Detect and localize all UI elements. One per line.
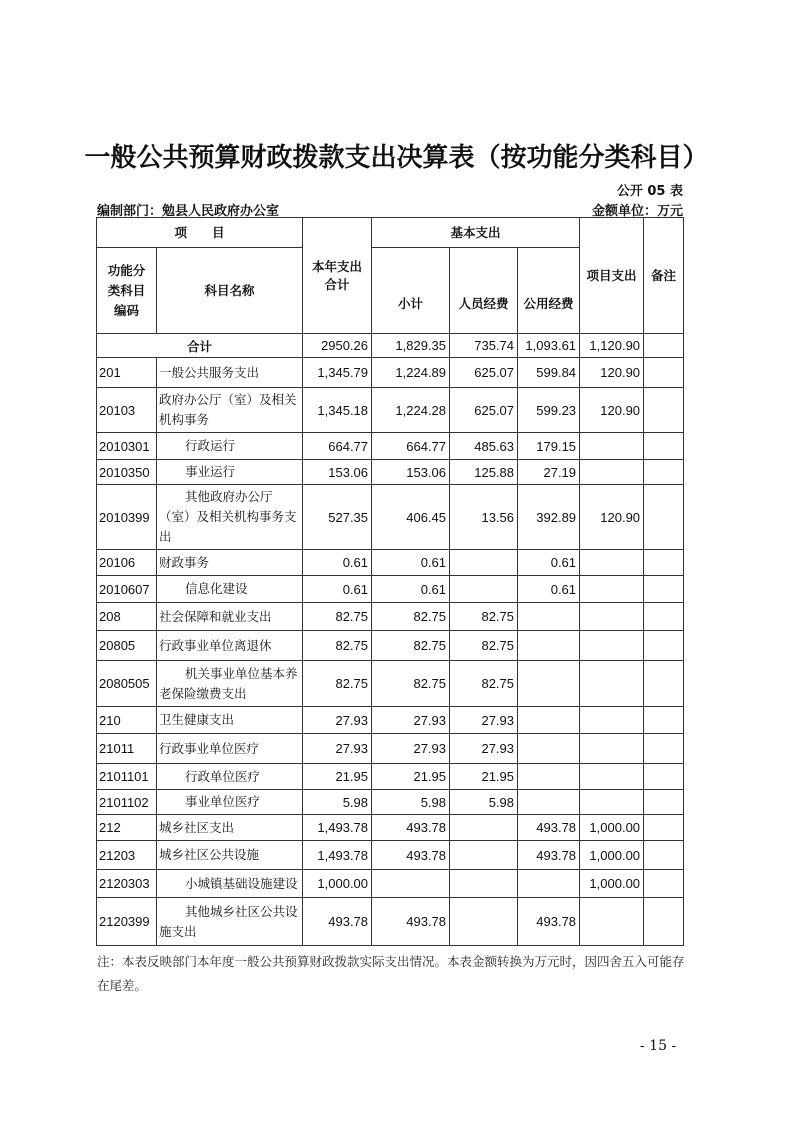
personnel-cell: 13.56: [450, 485, 518, 550]
total-cell: 0.61: [303, 550, 372, 576]
name-cell: 城乡社区公共设施: [157, 841, 303, 870]
project-cell: 120.90: [580, 388, 644, 433]
total-cell: 82.75: [303, 661, 372, 707]
public-cell: 493.78: [518, 841, 580, 870]
header-total: [303, 218, 372, 334]
public-cell: [518, 631, 580, 661]
header-project: 项目支出: [580, 218, 644, 334]
public-cell: [518, 734, 580, 764]
project-cell: [580, 603, 644, 631]
project-cell: [580, 790, 644, 815]
personnel-cell: 625.07: [450, 358, 518, 388]
personnel-cell: 125.88: [450, 460, 518, 485]
name-cell: 其他城乡社区公共设施支出: [157, 898, 303, 946]
personnel-cell: [450, 576, 518, 603]
total-cell: 82.75: [303, 631, 372, 661]
public-cell: [518, 707, 580, 734]
subtotal-cell: [372, 870, 450, 898]
name-cell: 机关事业单位基本养老保险缴费支出: [157, 661, 303, 707]
code-cell: 2101102: [97, 790, 157, 815]
table-number: 公开 05 表: [616, 184, 683, 199]
personnel-cell: 485.63: [450, 433, 518, 460]
total-cell: 1,493.78: [303, 815, 372, 841]
personnel-cell: 82.75: [450, 603, 518, 631]
header-code-text: 功能分类科目编码: [107, 262, 146, 318]
code-cell: 2101101: [97, 764, 157, 790]
code-cell: 212: [97, 815, 157, 841]
remark-cell: [644, 576, 684, 603]
remark-cell: [644, 388, 684, 433]
remark-cell: [644, 358, 684, 388]
subtotal-cell: 493.78: [372, 815, 450, 841]
personnel-cell: 21.95: [450, 764, 518, 790]
header-code: [97, 248, 157, 334]
total-label: 合计: [97, 334, 303, 358]
subtotal-cell: 153.06: [372, 460, 450, 485]
code-cell: 2120303: [97, 870, 157, 898]
subtotal-cell: 1,224.89: [372, 358, 450, 388]
subtotal-cell: 27.93: [372, 734, 450, 764]
project-cell: 1,000.00: [580, 870, 644, 898]
personnel-cell: 5.98: [450, 790, 518, 815]
name-cell: 行政运行: [157, 433, 303, 460]
total-cell: 493.78: [303, 898, 372, 946]
name-cell: 行政事业单位医疗: [157, 734, 303, 764]
subtotal-cell: 406.45: [372, 485, 450, 550]
footnote: 注：本表反映部门本年度一般公共预算财政拨款实际支出情况。本表金额转换为万元时，因四舍五入可能存在尾差。: [97, 954, 685, 993]
remark-cell: [644, 707, 684, 734]
header-total-line: 本年支出: [312, 258, 363, 274]
name-cell: 卫生健康支出: [157, 707, 303, 734]
code-cell: 20103: [97, 388, 157, 433]
remark-cell: [644, 734, 684, 764]
public-cell: 27.19: [518, 460, 580, 485]
remark-cell: [644, 485, 684, 550]
subtotal-cell: 664.77: [372, 433, 450, 460]
public-cell: 179.15: [518, 433, 580, 460]
personnel-cell: 82.75: [450, 631, 518, 661]
project-cell: 1,120.90: [580, 334, 644, 358]
public-cell: 0.61: [518, 576, 580, 603]
project-cell: [580, 460, 644, 485]
project-cell: 120.90: [580, 358, 644, 388]
subtotal-cell: 82.75: [372, 631, 450, 661]
table-row: [97, 870, 684, 898]
subtotal-cell: 1,829.35: [372, 334, 450, 358]
header-name: 科目名称: [157, 248, 303, 334]
remark-cell: [644, 631, 684, 661]
total-cell: 27.93: [303, 734, 372, 764]
total-cell: 0.61: [303, 576, 372, 603]
remark-cell: [644, 815, 684, 841]
code-cell: 2120399: [97, 898, 157, 946]
table-row: [97, 790, 684, 815]
subtotal-cell: 0.61: [372, 576, 450, 603]
total-cell: 82.75: [303, 603, 372, 631]
total-cell: 21.95: [303, 764, 372, 790]
code-cell: 208: [97, 603, 157, 631]
personnel-cell: 625.07: [450, 388, 518, 433]
name-cell: 小城镇基础设施建设: [157, 870, 303, 898]
subtotal-cell: 82.75: [372, 661, 450, 707]
total-cell: 27.93: [303, 707, 372, 734]
table-row: [97, 550, 684, 576]
name-cell: 行政单位医疗: [157, 764, 303, 790]
header-remark: 备注: [644, 218, 684, 334]
table-row: [97, 841, 684, 870]
name-cell: 财政事务: [157, 550, 303, 576]
table-row: [97, 460, 684, 485]
project-cell: 1,000.00: [580, 841, 644, 870]
header-personnel: 人员经费: [450, 248, 518, 334]
name-cell: 其他政府办公厅（室）及相关机构事务支出: [157, 485, 303, 550]
name-cell: 城乡社区支出: [157, 815, 303, 841]
name-cell: 行政事业单位离退休: [157, 631, 303, 661]
department-label: 编制部门：勉县人民政府办公室: [97, 204, 280, 219]
personnel-cell: [450, 870, 518, 898]
page-number: - 15 -: [640, 1038, 677, 1054]
project-cell: [580, 661, 644, 707]
header-total-line: 合计: [324, 276, 350, 292]
header-public: 公用经费: [518, 248, 580, 334]
personnel-cell: 27.93: [450, 734, 518, 764]
code-cell: 201: [97, 358, 157, 388]
table-row: [97, 631, 684, 661]
subtotal-cell: 82.75: [372, 603, 450, 631]
table-row: [97, 576, 684, 603]
table-row: [97, 898, 684, 946]
subtotal-cell: 1,224.28: [372, 388, 450, 433]
total-cell: 2950.26: [303, 334, 372, 358]
project-cell: [580, 898, 644, 946]
expenditure-table: [96, 217, 684, 946]
code-cell: 2010399: [97, 485, 157, 550]
project-cell: [580, 433, 644, 460]
project-cell: 1,000.00: [580, 815, 644, 841]
table-row: [97, 388, 684, 433]
code-cell: 2010301: [97, 433, 157, 460]
public-cell: [518, 790, 580, 815]
remark-cell: [644, 870, 684, 898]
table-row: [97, 661, 684, 707]
table-row: [97, 707, 684, 734]
code-cell: 20805: [97, 631, 157, 661]
public-cell: 599.84: [518, 358, 580, 388]
header-item: 项 目: [97, 218, 303, 248]
table-row: [97, 603, 684, 631]
public-cell: 0.61: [518, 550, 580, 576]
code-cell: 210: [97, 707, 157, 734]
public-cell: [518, 661, 580, 707]
project-cell: 120.90: [580, 485, 644, 550]
project-cell: [580, 764, 644, 790]
project-cell: [580, 734, 644, 764]
subtotal-cell: 0.61: [372, 550, 450, 576]
total-cell: 527.35: [303, 485, 372, 550]
public-cell: 493.78: [518, 898, 580, 946]
public-cell: 493.78: [518, 815, 580, 841]
remark-cell: [644, 550, 684, 576]
name-cell: 社会保障和就业支出: [157, 603, 303, 631]
remark-cell: [644, 433, 684, 460]
remark-cell: [644, 334, 684, 358]
total-cell: 664.77: [303, 433, 372, 460]
name-cell: 一般公共服务支出: [157, 358, 303, 388]
project-cell: [580, 550, 644, 576]
total-cell: 1,493.78: [303, 841, 372, 870]
remark-cell: [644, 841, 684, 870]
remark-cell: [644, 898, 684, 946]
subtotal-cell: 493.78: [372, 841, 450, 870]
remark-cell: [644, 764, 684, 790]
code-cell: 21203: [97, 841, 157, 870]
remark-cell: [644, 790, 684, 815]
unit-label: 金额单位：万元: [591, 204, 683, 219]
table-row: [97, 734, 684, 764]
project-cell: [580, 576, 644, 603]
project-cell: [580, 631, 644, 661]
code-cell: 2010350: [97, 460, 157, 485]
public-cell: [518, 764, 580, 790]
table-row: [97, 433, 684, 460]
public-cell: [518, 603, 580, 631]
remark-cell: [644, 661, 684, 707]
name-cell: 事业运行: [157, 460, 303, 485]
total-cell: 153.06: [303, 460, 372, 485]
personnel-cell: 735.74: [450, 334, 518, 358]
name-cell: 信息化建设: [157, 576, 303, 603]
public-cell: [518, 870, 580, 898]
total-cell: 1,000.00: [303, 870, 372, 898]
subtotal-cell: 5.98: [372, 790, 450, 815]
header-basic: 基本支出: [372, 218, 580, 248]
table-row: [97, 485, 684, 550]
table-row: [97, 764, 684, 790]
public-cell: 392.89: [518, 485, 580, 550]
subtotal-cell: 27.93: [372, 707, 450, 734]
total-cell: 1,345.18: [303, 388, 372, 433]
total-row: [97, 334, 684, 358]
total-cell: 1,345.79: [303, 358, 372, 388]
personnel-cell: [450, 550, 518, 576]
public-cell: 599.23: [518, 388, 580, 433]
subtotal-cell: 21.95: [372, 764, 450, 790]
personnel-cell: [450, 841, 518, 870]
code-cell: 2080505: [97, 661, 157, 707]
table-row: [97, 358, 684, 388]
remark-cell: [644, 603, 684, 631]
personnel-cell: 82.75: [450, 661, 518, 707]
name-cell: 事业单位医疗: [157, 790, 303, 815]
code-cell: 21011: [97, 734, 157, 764]
personnel-cell: [450, 815, 518, 841]
header-subtotal: 小计: [372, 248, 450, 334]
project-cell: [580, 707, 644, 734]
page-title: 一般公共预算财政拨款支出决算表（按功能分类科目）: [84, 143, 709, 173]
code-cell: 2010607: [97, 576, 157, 603]
public-cell: 1,093.61: [518, 334, 580, 358]
remark-cell: [644, 460, 684, 485]
personnel-cell: 27.93: [450, 707, 518, 734]
personnel-cell: [450, 898, 518, 946]
subtotal-cell: 493.78: [372, 898, 450, 946]
total-cell: 5.98: [303, 790, 372, 815]
code-cell: 20106: [97, 550, 157, 576]
name-cell: 政府办公厅（室）及相关机构事务: [157, 388, 303, 433]
table-row: [97, 815, 684, 841]
